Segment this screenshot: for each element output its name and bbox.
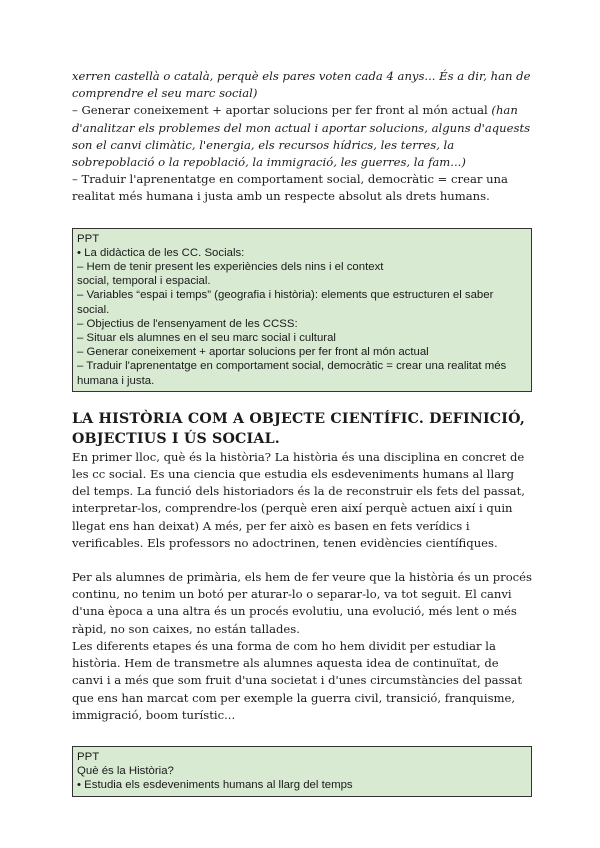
section-paragraph: Per als alumnes de primària, els hem de fer veure que la història és un procés continu, no tenim un botó per aturar-lo o separar-lo, va tot seguit. El canvi d'una època a una altra és un procés evolutiu, una evolució, més lent o més ràpid, no son caixes, no están tallades. [72,570,532,636]
intro-item-traduir: – Traduir l'aprenentatge en comportament social, democràtic = crear una realitat més humana i justa amb un respecte absolut als drets humans. [72,172,508,204]
intro-continuation: xerren castellà o català, perquè els pares voten cada 4 anys... És a dir, han de comprendre el seu marc social) [72,69,531,101]
document-page [72,68,532,797]
ppt-box-line: • La didàctica de les CC. Socials: [77,246,245,259]
ppt-box-title: PPT [77,232,100,245]
section-paragraph: Les diferents etapes és una forma de com ho hem dividit per estudiar la història. Hem de transmetre als alumnes aquesta idea de continuïtat, de canvi i a més que som fruit d'una societat i d'unes circumstàncies del passat que ens han marcat com per exemple la guerra civil, transició, franquisme, immigració, boom turístic... [72,638,523,722]
ppt-box-line: – Hem de tenir present les experiències dels nins i el context [77,261,384,274]
section-heading: LA HISTÒRIA COM A OBJECTE CIENTÍFIC. DEFINICIÓ, OBJECTIUS I ÚS SOCIAL. [72,410,525,447]
ppt-box-historia [72,746,532,797]
section-paragraph: En primer lloc, què és la història? La història és una disciplina en concret de les cc social. Es una ciencia que estudia els esdeveniments humans al llarg del temps. La funció dels historiadors és la de reconstruir els fets del passat, interpretar-los, comprendre-los (perquè eren així perquè actuen així i quin llegat ens han deixat) A més, per fer això es basen en fets verídics i verificables. Els professors no adoctrinen, tenen evidències científiques. [72,449,525,550]
ppt-box-didactica [72,228,532,392]
ppt-box-line: – Objectius de l'ensenyament de les CCSS: [77,317,298,330]
intro-item-generar-text: – Generar coneixement + aportar solucions per fer front al món actual [72,103,492,118]
ppt-box-title: PPT [77,750,100,763]
ppt-box-line: – Variables “espai i temps” (geografia i història): elements que estructuren el saber social. [77,289,494,316]
ppt-box-line: – Situar els alumnes en el seu marc social i cultural [77,332,336,345]
ppt-box-line: • Estudia els esdeveniments humans al llarg del temps [77,779,353,792]
ppt-box-line: – Generar coneixement + aportar solucions per fer front al món actual [77,346,429,359]
ppt-box-line: Què és la Història? [77,765,174,778]
ppt-box-line: – Traduir l'aprenentatge en comportament social, democràtic = crear una realitat més humana i justa. [77,360,507,387]
intro-item-generar [72,102,532,171]
ppt-box-line: social, temporal i espacial. [77,275,211,288]
intro-item-generar-note: (han d'analitzar els problemes del mon actual i aportar solucions, alguns d'aquests son el canvi climàtic, l'energia, els recursos hídrics, les terres, la sobrepoblació o la repoblació, la immigració, les guerres, la fam...) [72,103,531,170]
